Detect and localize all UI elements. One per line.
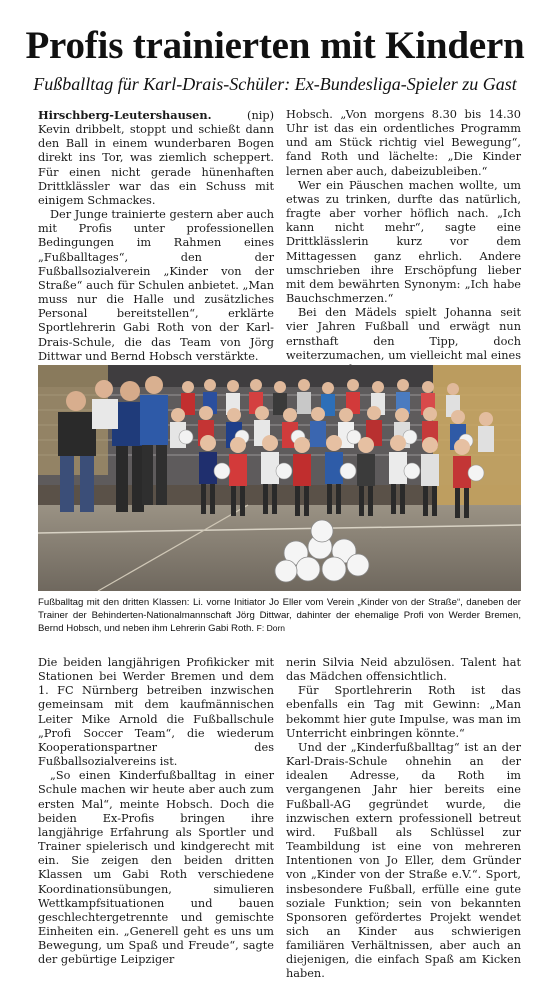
subheadline: Fußballtag für Karl-Drais-Schüler: Ex-Bundesliga-Spieler zu Gast (33, 74, 517, 94)
dateline: Hirschberg-Leutershausen. (38, 108, 212, 122)
paragraph: nerin Silvia Neid abzulösen. Talent hat das Mädchen offensichtlich. (286, 656, 521, 684)
photo-credit: F: Dorn (256, 623, 286, 634)
group-photo (38, 365, 521, 591)
paragraph: Wer ein Päuschen machen wollte, um etwas zu trinken, durfte das natürlich, fragte aber vorher höflich nach. „Ich kann nicht mehr“, sagte eine Drittklässlerin kurz vor dem Mittagessen ganz ehrlich. Andere umschrieben ihre Erschöpfung lieber mit dem bewährten Synonym: „Ich habe Bauchschmerzen.“ (286, 178, 521, 306)
photo-caption: Fußballtag mit den dritten Klassen: Li. vorne Initiator Jo Eller vom Verein „Kinder von der Straße“, daneben der Trainer der Behinderten-Nationalmannschaft Jörg Dittwar, dahinter der ehemalige Profi von Werder Bremen, Bernd Hobsch, und neben ihm Lehrerin Gabi Roth. F: Dorn (38, 597, 521, 635)
article-column-top-right (286, 108, 521, 362)
article-column-bottom-left (38, 656, 274, 986)
group-photo-illustration (38, 365, 521, 591)
paragraph: Die beiden langjährigen Profikicker mit Stationen bei Werder Bremen und dem 1. FC Nürnberg betreiben inzwischen gemeinsam mit dem kaufmännischen Leiter Mike Arnold die Fußballschule „Profi Soccer Team“, die wiederum Kooperationspartner des Fußballsozialvereins ist. (38, 656, 274, 769)
paragraph: Für Sportlehrerin Roth ist das ebenfalls ein Tag mit Gewinn: „Man bekommt hier gute Impulse, was man im Unterricht einbringen könnte.“ (286, 684, 521, 740)
paragraph: Der Junge trainierte gestern aber auch mit Profis unter professionellen Bedingungen im Rahmen eines „Fußballtages“, den der Fußballsozialverein „Kinder von der Straße“ auch für Schulen anbietet. „Man muss nur die Halle und zusätzliches Personal bereitstellen“, erklärte Sportlehrerin Gabi Roth von der Karl-Drais-Schule, die das Team von Jörg Dittwar und Bernd Hobsch verstärkte. (38, 208, 274, 363)
headline: Profis trainierten mit Kindern (25, 24, 525, 67)
paragraph: „So einen Kinderfußballtag in einer Schule machen wir heute aber auch zum ersten Mal“, meinte Hobsch. Doch die beiden Ex-Profis bringen ihre langjährige Erfahrung als Sportler und Trainer spielerisch und kindgerecht mit ein. Sie zeigen den beiden dritten Klassen um Gabi Roth verschiedene Koordinationsübungen, simulieren Wettkampfsituationen und bauen geschlechtergetrennte und gemischte Einheiten ein. „Generell geht es uns um Bewegung, um Spaß und Freude“, sagte der gebürtige Leipziger (38, 769, 274, 967)
paragraph: Bei den Mädels spielt Johanna seit vier Jahren Fußball und erwägt nun ernsthaft den Tipp, doch weiterzumachen, um vielleicht mal eines (286, 306, 521, 362)
lead-paragraph: Hirschberg-Leutershausen. (nip) Kevin dribbelt, stoppt und schießt dann den Ball in einem wunderbaren Bogen direkt ins Tor, was ziemlich scheppert. Für einen nicht gerade hünenhaften Drittklässler war das ein Schuss mit einigem Schmackes. (38, 108, 274, 207)
article-column-top-left (38, 108, 274, 363)
paragraph: Und der „Kinderfußballtag“ ist an der Karl-Drais-Schule ohnehin an der idealen Adresse, da Roth im vergangenen Jahr hier bereits eine Fußball-AG gegründet wurde, die inzwischen extern professionell betreut wird. Fußball als Schlüssel zur Teambildung ist eine von mehreren Intentionen von Jo Eller, dem Gründer von „Kinder von der Straße e.V.“. Sport, insbesondere Fußball, erfülle eine gute soziale Funktion; sein von bekannten Sponsoren gefördertes Projekt wendet sich an Kinder aus schwierigen familiären Verhältnissen, aber auch an diejenigen, die einfach Spaß am Kicken haben. (286, 740, 521, 981)
article-column-bottom-right (286, 656, 521, 986)
paragraph: Hobsch. „Von morgens 8.30 bis 14.30 Uhr ist das ein ordentliches Programm und am Stück richtig viel Bewegung“, fand Roth und lächelte: „Die Kinder lernen aber auch, dabeizubleiben.“ (286, 108, 521, 178)
